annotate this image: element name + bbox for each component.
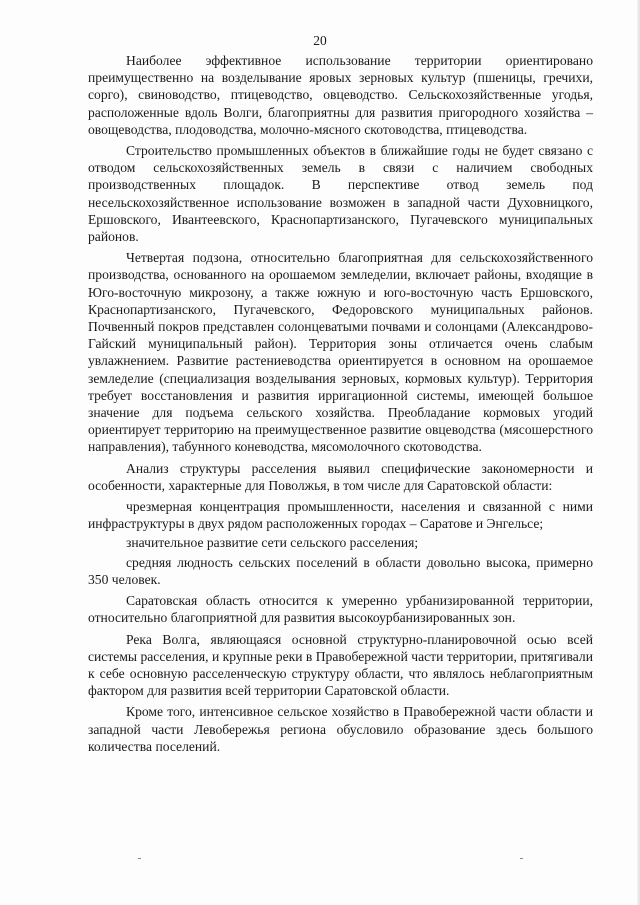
paragraph-fourth-subzone: Четвертая подзона, относительно благоприятная для сельскохозяйственного производства, основанного на орошаемом земледелии, включает районы, входящие в Юго-восточную микрозону, а также южную и юго-восточную часть Ершовского, Краснопартизанского, Пугачевского, Федоровского муниципальных районов. Почвенный покров представлен солонцеватыми почвами и солонцами (Александрово-Гайский муниципальный район). Территория зоны отличается очень слабым увлажнением. Развитие растениеводства ориентируется в основном на орошаемое земледелие (специализация возделывания зерновых, кормовых культур). Территория требует восстановления и развития ирригационной системы, имеющей большое значение для подъема сельского хозяйства. Преобладание кормовых угодий ориентирует территорию на преимущественное развитие овцеводства (мясошерстного направления), табунного коневодства, мясомолочного скотоводства. — [88, 250, 593, 455]
paragraph-urbanization: Саратовская область относится к умеренно урбанизированной территории, относительно благоприятной для развития высокоурбанизированных зон. — [88, 593, 593, 626]
paragraph-agriculture-settlements: Кроме того, интенсивное сельское хозяйство в Правобережной части области и западной части Левобережья региона обусловило образование здесь большого количества поселений. — [88, 704, 593, 754]
paragraph-settlement-analysis: Анализ структуры расселения выявил специфические закономерности и особенности, характерные для Поволжья, в том числе для Саратовской области: — [88, 460, 593, 493]
scan-artifact-right — [520, 858, 523, 859]
paragraph-land-use: Наиболее эффективное использование территории ориентировано преимущественно на возделывание яровых зерновых культур (пшеницы, гречихи, сорго), свиноводство, птицеводство, овцеводство. Сельскохозяйственные угодья, расположенные вдоль Волги, благоприятны для развития пригородного хозяйства – овощеводства, плодоводства, молочно-мясного скотоводства, птицеводства. — [88, 53, 593, 137]
paragraph-concentration: чрезмерная концентрация промышленности, населения и связанной с ними инфраструктуры в двух рядом расположенных городах – Саратове и Энгельсе; — [88, 499, 593, 532]
page-number: 20 — [313, 33, 327, 48]
paragraph-rural-network: значительное развитие сети сельского расселения; — [126, 535, 419, 551]
paragraph-volga-axis: Река Волга, являющаяся основной структурно-планировочной осью всей системы расселения, и крупные реки в Правобережной части территории, притягивали к себе основную расселенческую структуру области, что являлось неблагоприятным фактором для развития всей территории Саратовской области. — [88, 631, 593, 699]
paragraph-population-density: средняя людность сельских поселений в области довольно высока, примерно 350 человек. — [88, 554, 593, 587]
paragraph-industrial-construction: Строительство промышленных объектов в ближайшие годы не будет связано с отводом сельскохозяйственных земель в связи с наличием свободных производственных площадок. В перспективе отвод земель под несельскохозяйственное использование возможен в западной части Духовницкого, Ершовского, Ивантеевского, Краснопартизанского, Пугачевского муниципальных районов. — [88, 143, 593, 245]
document-body — [88, 52, 593, 759]
scan-artifact-left — [138, 858, 141, 859]
